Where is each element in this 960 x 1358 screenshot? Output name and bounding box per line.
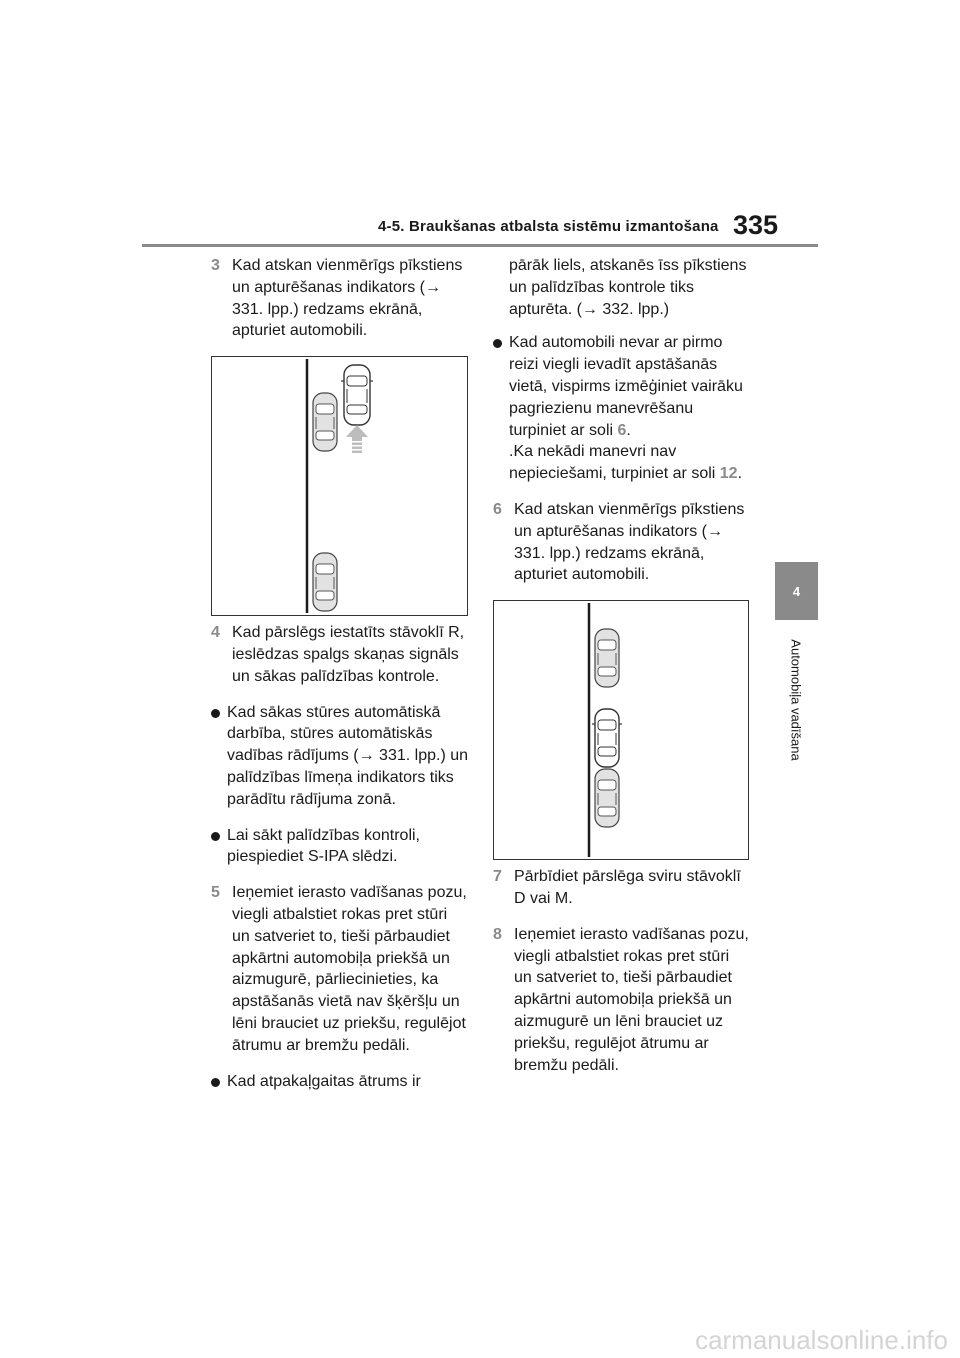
- bullet-item: [211, 1071, 469, 1093]
- step-5: [211, 882, 469, 1056]
- bullet-text: Kad automobili nevar ar pirmo reizi viegli ievadīt apstāšanās vietā, vispirms izmēģiniet vairāku pagriezienu manevrēšanu turpiniet ar soli: [509, 334, 743, 439]
- step-number: 8: [493, 925, 502, 943]
- parked-car-front: [595, 629, 619, 687]
- step-number: 3: [211, 257, 220, 274]
- step-3: [211, 255, 469, 342]
- bullet-dot: [493, 339, 502, 348]
- parking-figure-1: [211, 356, 468, 616]
- continuation-text: [493, 255, 751, 320]
- right-column: [493, 255, 751, 1090]
- parked-car-rear: [313, 553, 337, 611]
- step-text: Ieņemiet ierasto vadīšanas pozu, viegli atbalstiet rokas pret stūri un satveriet to, tieši pārbaudiet apkārtni automobiļa priekšā un aizmugurē un lēni brauciet uz priekšu, regulējot ātrumu ar bremžu pedāli.: [514, 925, 749, 1074]
- step-number: 7: [493, 868, 502, 886]
- step-7: [493, 866, 751, 910]
- step-number: 6: [493, 500, 502, 518]
- step-text: Kad atskan vienmērīgs pīkstiens un apturēšanas indikators (→ 331. lpp.) redzams ekrānā, apturiet automobili.: [232, 257, 463, 340]
- bullet-text: Kad atpakaļgaitas ātrums ir: [227, 1072, 421, 1090]
- step-reference[interactable]: 12: [719, 465, 738, 483]
- watermark: carmanualsonline.info: [695, 1325, 948, 1355]
- bullet-item: [211, 825, 469, 869]
- bullet-text: Lai sākt palīdzības kontroli, piespiediet S-IPA slēdzi.: [227, 826, 420, 866]
- step-8: [493, 924, 751, 1077]
- bullet-dot: [211, 832, 220, 841]
- bullet-text: Kad sākas stūres automātiskā darbība, stūres automātiskās vadības rādījums (→ 331. lpp.) un palīdzības līmeņa indikators tiks parādītu rādījuma zonā.: [227, 703, 469, 808]
- step-text: Kad pārslēgs iestatīts stāvoklī R, ieslēdzas spalgs skaņas signāls un sākas palīdzības kontrole.: [232, 624, 465, 685]
- step-text: Kad atskan vienmērīgs pīkstiens un apturēšanas indikators (→ 331. lpp.) redzams ekrānā, apturiet automobili.: [514, 500, 745, 584]
- step-text: Pārbīdiet pārslēga sviru stāvoklī D vai M.: [514, 868, 741, 907]
- left-column: [211, 255, 469, 1106]
- own-car: [341, 365, 373, 425]
- parked-car-front: [313, 393, 337, 451]
- parking-diagram-2: [494, 601, 748, 859]
- own-car: [592, 709, 622, 767]
- bullet-period: .: [737, 465, 743, 483]
- bullet-dot: [211, 1078, 220, 1087]
- section-title: 4-5. Braukšanas atbalsta sistēmu izmantošana: [378, 218, 719, 235]
- step-text: Ieņemiet ierasto vadīšanas pozu, viegli atbalstiet rokas pret stūri un satveriet to, tieši pārbaudiet apkārtni automobiļa priekšā un aizmugurē, pārliecinieties, ka apstāšanās vietā nav šķēršļu un lēni brauciet uz priekšu, regulējot ātrumu ar bremžu pedāli.: [232, 884, 467, 1054]
- chapter-side-label: Automobiļa vadīšana: [788, 639, 804, 761]
- forward-arrow-icon: [346, 425, 368, 453]
- header-rule: [142, 244, 818, 247]
- bullet-item: Kad automobili nevar ar pirmo reizi viegli ievadīt apstāšanās vietā, vispirms izmēģiniet vairāku pagriezienu manevrēšanu turpiniet ar soli 6. .Ka nekādi manevri nav nepieciešami, turpiniet ar soli 12.: [493, 332, 751, 485]
- chapter-tab[interactable]: 4: [775, 562, 818, 620]
- step-number: 4: [211, 624, 220, 642]
- step-4: [211, 622, 469, 687]
- continuation-text-span: pārāk liels, atskanēs īss pīkstiens un palīdzības kontrole tiks apturēta. (→ 332. lpp.): [509, 257, 747, 318]
- step-number: 5: [211, 884, 220, 902]
- parked-car-rear: [595, 769, 619, 827]
- step-reference[interactable]: 6: [617, 421, 627, 439]
- page-number: 335: [733, 210, 779, 240]
- parking-figure-2: [493, 600, 749, 860]
- step-6: [493, 499, 751, 586]
- parking-diagram-1: [212, 357, 467, 615]
- bullet-item: [211, 702, 469, 811]
- bullet-dot: [211, 709, 220, 718]
- bullet-text-line2: .Ka nekādi manevri nav nepieciešami, turpiniet ar soli: [509, 443, 716, 483]
